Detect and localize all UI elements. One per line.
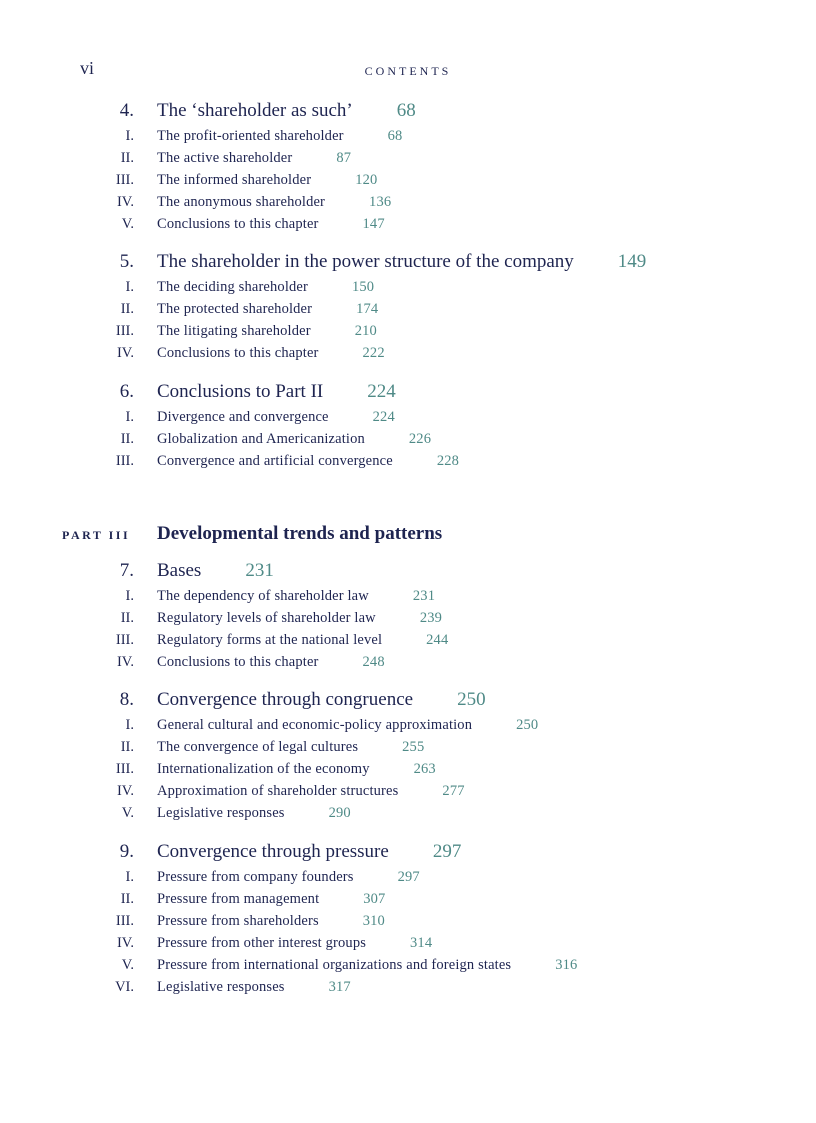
page-number: vi <box>80 58 95 78</box>
section-title: Internationalization of the economy <box>157 761 370 777</box>
chapter-page: 250 <box>457 689 486 710</box>
section-entry[interactable] <box>0 150 816 172</box>
section-number: III. <box>115 632 134 648</box>
section-page: 224 <box>372 409 395 425</box>
section-page: 310 <box>362 913 385 929</box>
section-entry[interactable] <box>0 739 816 761</box>
section-entry[interactable] <box>0 783 816 805</box>
chapter-heading[interactable] <box>0 100 816 128</box>
section-entry[interactable] <box>0 935 816 957</box>
section-entry[interactable] <box>0 216 816 238</box>
section-entry[interactable] <box>0 979 816 1001</box>
section-page: 307 <box>363 891 386 907</box>
section-title: Convergence and artificial convergence <box>157 453 393 469</box>
chapter-heading[interactable] <box>0 251 816 279</box>
section-number: II. <box>120 301 134 317</box>
section-entry[interactable] <box>0 301 816 323</box>
section-page: 277 <box>442 783 465 799</box>
section-entry[interactable] <box>0 194 816 216</box>
chapter-number: 7. <box>119 560 134 581</box>
section-page: 263 <box>413 761 436 777</box>
section-title: The litigating shareholder <box>157 323 311 339</box>
section-title: Conclusions to this chapter <box>157 216 319 232</box>
section-entry[interactable] <box>0 891 816 913</box>
section-page: 250 <box>516 717 539 733</box>
section-title: Pressure from other interest groups <box>157 935 367 951</box>
chapter-number: 5. <box>119 251 134 272</box>
section-number: V. <box>121 805 134 821</box>
chapter-6 <box>0 381 816 475</box>
section-title: General cultural and economic-policy approximation <box>157 717 473 733</box>
section-number: III. <box>115 172 134 188</box>
section-number: IV. <box>116 783 134 799</box>
section-page: 314 <box>410 935 433 951</box>
section-entry[interactable] <box>0 761 816 783</box>
chapter-9 <box>0 841 816 1001</box>
section-number: I. <box>125 409 134 425</box>
section-number: II. <box>120 739 134 755</box>
section-entry[interactable] <box>0 453 816 475</box>
section-page: 222 <box>362 345 385 361</box>
section-page: 244 <box>426 632 449 648</box>
section-number: II. <box>120 610 134 626</box>
section-entry[interactable] <box>0 588 816 610</box>
chapter-page: 68 <box>396 100 416 121</box>
section-number: I. <box>125 869 134 885</box>
section-number: I. <box>125 717 134 733</box>
section-page: 316 <box>555 957 578 973</box>
section-entry[interactable] <box>0 957 816 979</box>
section-number: IV. <box>116 345 134 361</box>
section-title: The anonymous shareholder <box>157 194 326 210</box>
chapter-4 <box>0 100 816 238</box>
section-number: III. <box>115 453 134 469</box>
section-title: Globalization and Americanization <box>157 431 365 447</box>
section-entry[interactable] <box>0 869 816 891</box>
section-page: 68 <box>387 128 403 144</box>
section-number: V. <box>121 957 134 973</box>
section-entry[interactable] <box>0 409 816 431</box>
chapter-heading[interactable] <box>0 381 816 409</box>
chapter-title: Convergence through congruence <box>157 689 414 710</box>
section-entry[interactable] <box>0 128 816 150</box>
chapter-number: 8. <box>119 689 134 710</box>
section-title: Pressure from shareholders <box>157 913 319 929</box>
chapter-title: The ‘shareholder as such’ <box>157 100 353 121</box>
part-label: PART III <box>62 528 131 542</box>
section-number: I. <box>125 279 134 295</box>
section-entry[interactable] <box>0 279 816 301</box>
section-title: The dependency of shareholder law <box>157 588 369 604</box>
section-page: 290 <box>328 805 351 821</box>
chapter-8 <box>0 689 816 827</box>
section-entry[interactable] <box>0 345 816 367</box>
section-number: IV. <box>116 654 134 670</box>
section-title: Pressure from international organizations and foreign states <box>157 957 512 973</box>
section-title: Legislative responses <box>157 805 285 821</box>
section-page: 147 <box>362 216 385 232</box>
section-number: II. <box>120 891 134 907</box>
section-number: III. <box>115 761 134 777</box>
section-entry[interactable] <box>0 654 816 676</box>
section-page: 174 <box>356 301 379 317</box>
chapter-page: 231 <box>245 560 274 581</box>
section-number: II. <box>120 150 134 166</box>
section-title: The protected shareholder <box>157 301 313 317</box>
section-page: 297 <box>397 869 420 885</box>
chapter-title: The shareholder in the power structure of the company <box>157 251 574 272</box>
chapter-number: 4. <box>119 100 134 121</box>
section-page: 226 <box>408 431 432 447</box>
section-title: The informed shareholder <box>157 172 312 188</box>
section-title: The profit-oriented shareholder <box>157 128 344 144</box>
section-title: Approximation of shareholder structures <box>157 783 399 799</box>
section-entry[interactable] <box>0 805 816 827</box>
section-entry[interactable] <box>0 172 816 194</box>
section-entry[interactable] <box>0 632 816 654</box>
section-page: 239 <box>419 610 443 626</box>
chapter-title: Conclusions to Part II <box>157 381 324 402</box>
section-number: IV. <box>116 194 134 210</box>
chapter-heading[interactable] <box>0 560 816 588</box>
section-page: 136 <box>369 194 392 210</box>
section-title: Divergence and convergence <box>157 409 329 425</box>
section-title: Regulatory forms at the national level <box>157 632 383 648</box>
section-title: The deciding shareholder <box>157 279 308 295</box>
chapter-title: Convergence through pressure <box>157 841 389 862</box>
section-page: 120 <box>355 172 378 188</box>
section-number: III. <box>115 323 134 339</box>
section-number: IV. <box>116 935 134 951</box>
section-title: The convergence of legal cultures <box>157 739 359 755</box>
chapter-page: 149 <box>617 251 647 272</box>
section-page: 150 <box>351 279 375 295</box>
chapter-7 <box>0 560 816 676</box>
section-page: 248 <box>362 654 385 670</box>
section-entry[interactable] <box>0 431 816 453</box>
section-page: 231 <box>412 588 436 604</box>
section-entry[interactable] <box>0 717 816 739</box>
section-number: III. <box>115 913 134 929</box>
section-number: I. <box>125 128 134 144</box>
section-title: The active shareholder <box>157 150 293 166</box>
section-number: V. <box>121 216 134 232</box>
section-page: 317 <box>328 979 351 995</box>
section-title: Regulatory levels of shareholder law <box>157 610 376 626</box>
section-page: 210 <box>354 323 377 339</box>
section-title: Pressure from company founders <box>157 869 354 885</box>
chapter-heading[interactable] <box>0 841 816 869</box>
part-title: Developmental trends and patterns <box>157 523 443 544</box>
section-title: Pressure from management <box>157 891 320 907</box>
section-number: I. <box>125 588 134 604</box>
chapter-5 <box>0 251 816 367</box>
section-page: 228 <box>436 453 460 469</box>
section-number: VI. <box>115 979 134 995</box>
section-entry[interactable] <box>0 610 816 632</box>
section-title: Conclusions to this chapter <box>157 345 319 361</box>
section-number: II. <box>120 431 134 447</box>
section-page: 255 <box>402 739 425 755</box>
section-page: 87 <box>336 150 352 166</box>
chapter-page: 297 <box>432 841 462 862</box>
chapter-number: 6. <box>119 381 134 402</box>
chapter-title: Bases <box>157 560 202 581</box>
section-entry[interactable] <box>0 323 816 345</box>
chapter-number: 9. <box>119 841 134 862</box>
running-head: CONTENTS <box>364 64 452 78</box>
section-title: Legislative responses <box>157 979 285 995</box>
section-entry[interactable] <box>0 913 816 935</box>
section-title: Conclusions to this chapter <box>157 654 319 670</box>
part-heading[interactable] <box>0 523 816 547</box>
chapter-page: 224 <box>367 381 396 402</box>
chapter-heading[interactable] <box>0 689 816 717</box>
